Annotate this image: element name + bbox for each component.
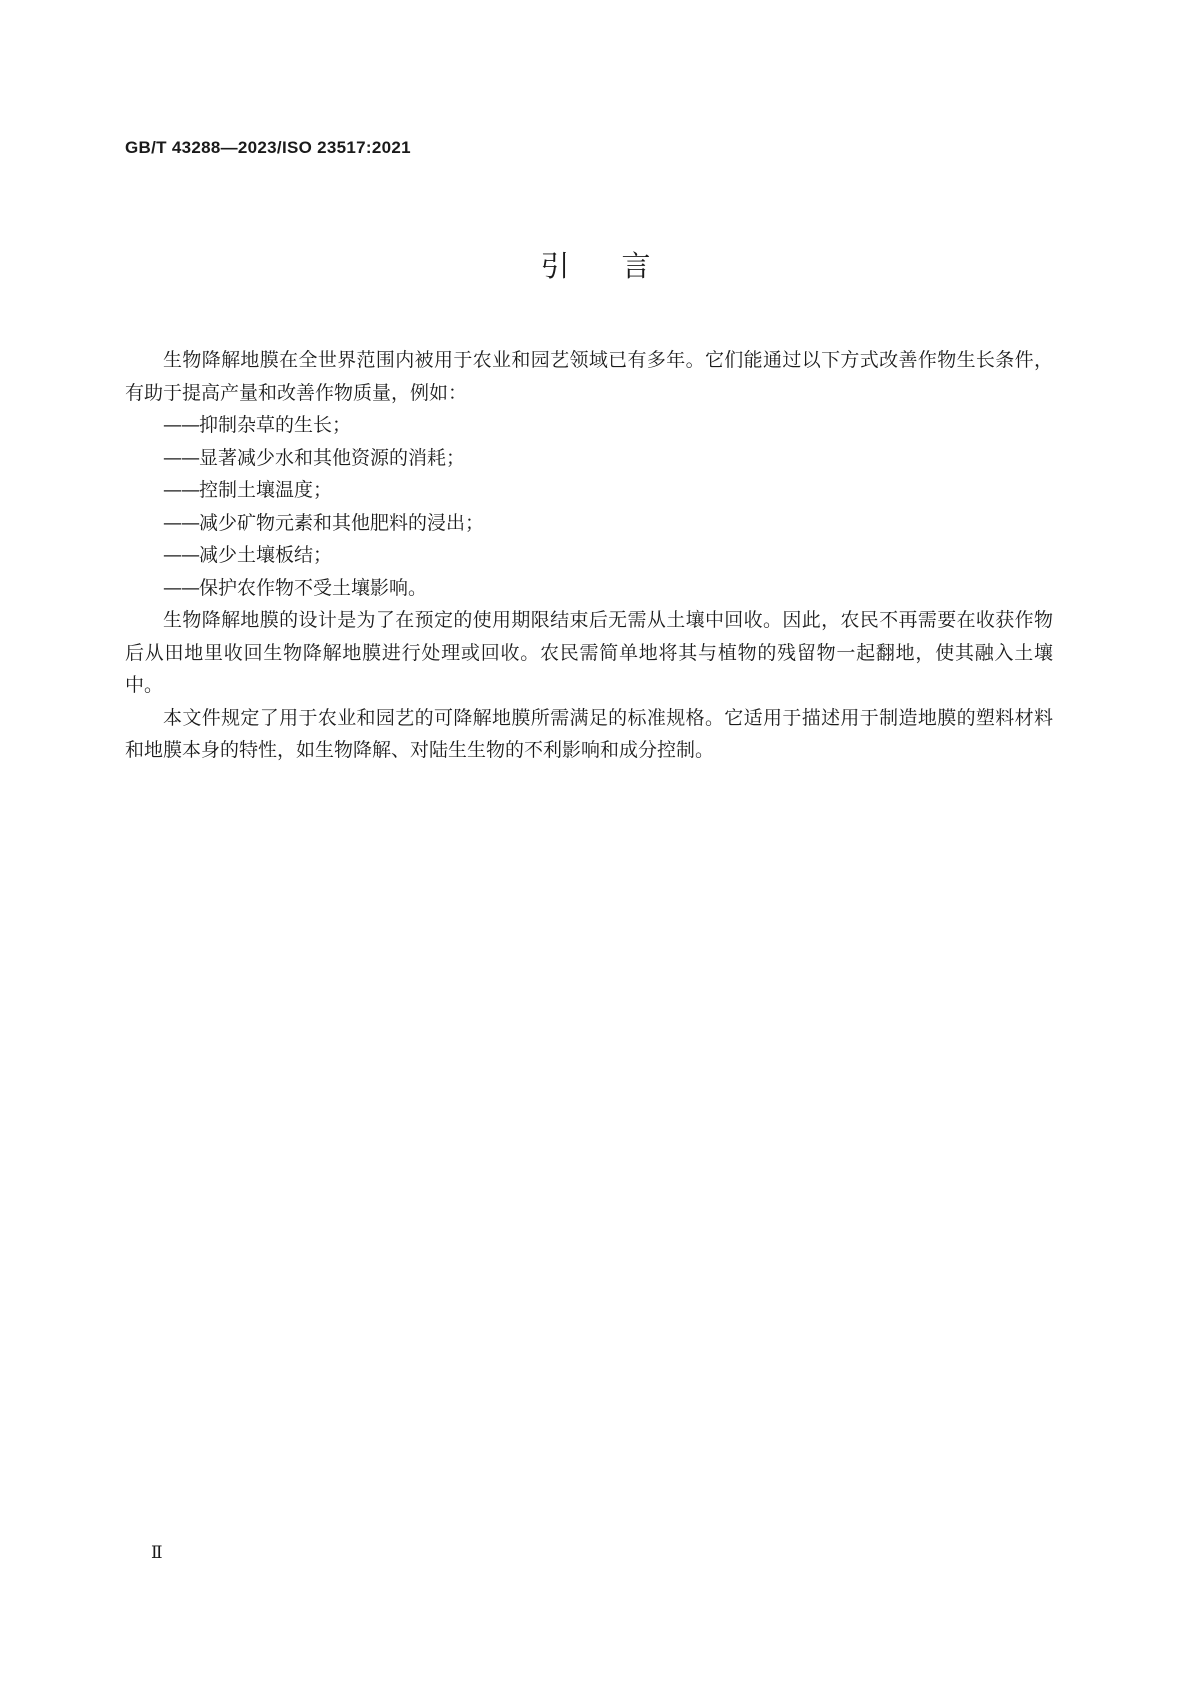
list-dash: ——	[163, 511, 199, 534]
list-dash: ——	[163, 446, 199, 469]
list-item	[125, 474, 1053, 507]
list-dash: ——	[163, 414, 199, 436]
list-item	[125, 572, 1053, 605]
document-code: GB/T 43288—2023/ISO 23517:2021	[125, 138, 411, 157]
list-dash: ——	[163, 479, 199, 501]
main-content	[125, 344, 1053, 767]
list-item-text: 显著减少水和其他资源的消耗；	[199, 446, 466, 469]
page-number: Ⅱ	[151, 1543, 163, 1563]
list-item	[125, 539, 1053, 572]
list-item	[125, 409, 1053, 442]
page-title: 引言	[540, 249, 703, 283]
design-paragraph: 生物降解地膜的设计是为了在预定的使用期限结束后无需从土壤中回收。因此，农民不再需要在收获作物后从田地里收回生物降解地膜进行处理或回收。农民需简单地将其与植物的残留物一起翻地，使其融入土壤中。	[125, 609, 1053, 696]
benefit-list	[125, 409, 1053, 604]
list-item-text: 减少矿物元素和其他肥料的浸出；	[199, 511, 485, 534]
list-dash: ——	[163, 576, 199, 599]
list-dash: ——	[163, 544, 199, 566]
scope-paragraph: 本文件规定了用于农业和园艺的可降解地膜所需满足的标准规格。它适用于描述用于制造地膜的塑料材料和地膜本身的特性，如生物降解、对陆生生物的不利影响和成分控制。	[125, 706, 1053, 761]
list-item-text: 控制土壤温度；	[199, 479, 333, 501]
list-item-text: 保护农作物不受土壤影响。	[199, 576, 428, 599]
list-item-text: 减少土壤板结；	[199, 544, 333, 566]
intro-paragraph: 生物降解地膜在全世界范围内被用于农业和园艺领域已有多年。它们能通过以下方式改善作物生长条件，有助于提高产量和改善作物质量，例如：	[125, 349, 1053, 404]
list-item	[125, 507, 1053, 540]
list-item-text: 抑制杂草的生长；	[199, 414, 352, 436]
list-item	[125, 442, 1053, 475]
